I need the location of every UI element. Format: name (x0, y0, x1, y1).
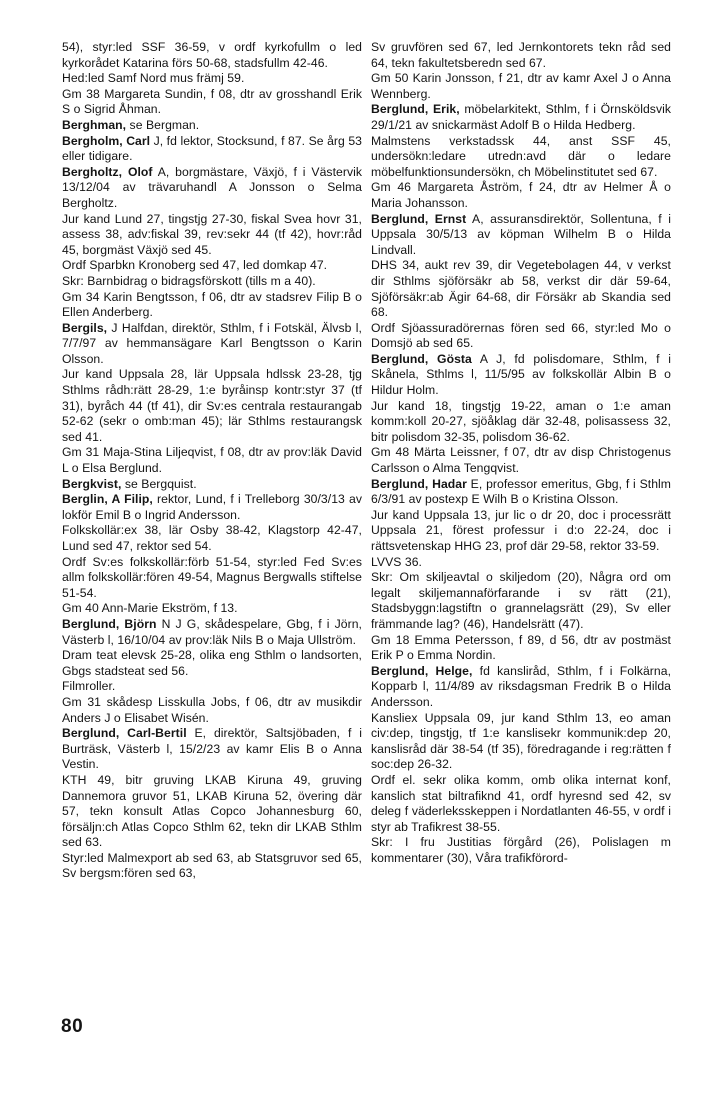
entry-text: fd kansliråd, Sthlm, f i Folkärna, Kopparb l, 11/4/89 av riksdagsman Fredrik B o Hilda Andersson. (371, 663, 672, 709)
biography-entry-paragraph (62, 523, 362, 554)
biography-entry-paragraph (62, 71, 362, 87)
entry-text: rektor, Lund, f i Trelleborg 30/3/13 av lokför Emil B o Ingrid Andersson. (62, 492, 363, 522)
biography-entry-heading (371, 102, 671, 133)
biography-entry-paragraph (371, 633, 671, 664)
biography-entry-paragraph (62, 601, 362, 617)
biography-entry-paragraph (371, 555, 671, 571)
biography-entry-paragraph (62, 274, 362, 290)
entry-name: Bergholtz, Olof (62, 164, 153, 179)
entry-text: Gm 50 Karin Jonsson, f 21, dtr av kamr Axel J o Anna Wennberg. (371, 71, 671, 101)
biography-entry-paragraph (371, 835, 671, 866)
entry-text: KTH 49, bitr gruving LKAB Kiruna 49, gruving Dannemora gruvor 51, LKAB Kiruna 52, övering där 57, tekn konsult Atlas Copco Johannesburg 60, försäljn:ch Atlas Copco Sthlm 62, tekn dir LKAB Sthlm sed 63. (62, 772, 362, 850)
biography-entry-paragraph (371, 773, 671, 835)
biography-entry-paragraph (371, 445, 671, 476)
biography-entry-heading (62, 726, 362, 773)
biography-entry-paragraph (62, 367, 362, 445)
entry-text: Skr: Barnbidrag o bidragsförskott (tills m a 40). (62, 273, 316, 288)
right-column (371, 40, 671, 866)
entry-name: Berghman, (62, 117, 127, 132)
entry-text: Gm 38 Margareta Sundin, f 08, dtr av grosshandl Erik S o Sigrid Åhman. (62, 86, 362, 117)
entry-text: Ordf Sjöassuradörernas fören sed 66, styr:led Mo o Domsjö ab sed 65. (371, 320, 671, 351)
entry-text: Skr: Om skiljeavtal o skiljedom (20), Några ord om legalt skiljemannaförfarande i sv rätt (21), Stadsbyggn:lagstiftn o grannelagsrätt (29), Sv eller främmande lag? (46), Handelsrätt (47). (371, 570, 671, 631)
entry-name: Berglund, Ernst (371, 211, 467, 226)
entry-text: Jur kand Lund 27, tingstjg 27-30, fiskal Svea hovr 31, assess 38, adv:fiskal 39, rev:sekr 44 (tf 42), hovr:råd 45, borgmäst Växjö sed 45. (62, 211, 362, 257)
biography-entry-paragraph (62, 648, 362, 679)
entry-text: Styr:led Malmexport ab sed 63, ab Statsgruvor sed 65, Sv bergsm:fören sed 63, (62, 850, 362, 881)
biography-entry-paragraph (371, 399, 671, 446)
entry-text: se Bergman. (126, 117, 200, 132)
entry-text: Gm 34 Karin Bengtsson, f 06, dtr av stadsrev Filip B o Ellen Anderberg. (62, 289, 362, 320)
biography-entry-paragraph (371, 570, 671, 632)
biography-entry-paragraph (62, 87, 362, 118)
entry-text: Dram teat elevsk 25-28, olika eng Sthlm o landsorten, Gbgs stadsteat sed 56. (62, 648, 362, 678)
page-number: 80 (61, 1016, 84, 1037)
biography-entry-heading (371, 664, 671, 711)
entry-text: Ordf el. sekr olika komm, omb olika internat konf, kanslich stat biltrafiknd 41, ordf hyresnd sed 42, sv deleg f väderleksskeppen i Nordatlanten 46-55, v ordf i styr ab Trafikrest 38-55. (371, 772, 671, 834)
entry-text: Jur kand 18, tingstjg 19-22, aman o 1:e aman komm:koll 20-27, sjöåklag där 32-48, polisassess 32, bitr polisdom 32-35, polisdom 36-62. (371, 398, 671, 444)
entry-text: LVVS 36. (371, 554, 422, 569)
biography-entry-heading (371, 477, 671, 508)
biography-entry-paragraph (62, 290, 362, 321)
entry-text: DHS 34, aukt rev 39, dir Vegetebolagen 44, v verkst dir Sthlms sjöförsäkr ab 58, verkst dir där 59-64, Sjöförsäkr:ab Ägir 64-68, dir Försäkr ab Skandia sed 68. (371, 258, 671, 320)
entry-text: Gm 40 Ann-Marie Ekström, f 13. (62, 601, 238, 616)
biography-entry-paragraph (371, 71, 671, 102)
entry-text: Gm 46 Margareta Åström, f 24, dtr av Helmer Å o Maria Johansson. (371, 180, 671, 210)
entry-text: Ordf Sparbkn Kronoberg sed 47, led domkap 47. (62, 258, 328, 273)
entry-name: Berglund, Carl-Bertil (62, 726, 187, 741)
biography-entry-heading (62, 321, 362, 368)
biography-entry-heading (62, 617, 362, 648)
biography-entry-paragraph (371, 508, 671, 555)
entry-name: Berglund, Erik, (371, 102, 460, 117)
biography-entry-heading (62, 477, 362, 493)
entry-name: Bergils, (62, 320, 108, 335)
biography-entry-heading (371, 352, 671, 399)
entry-name: Berglin, A Filip, (62, 492, 153, 507)
entry-text: Jur kand Uppsala 13, jur lic o dr 20, doc i processrätt Uppsala 21, förest professur i d:o 22-24, doc i rättsvetenskap HHG 23, prof där 29-58, rektor 33-59. (371, 507, 671, 553)
biography-entry-paragraph (62, 258, 362, 274)
entry-text: Sv gruvfören sed 67, led Jernkontorets tekn råd sed 64, tekn fakultetsberedn sed 67. (371, 40, 671, 70)
entry-text: Gm 18 Emma Petersson, f 89, d 56, dtr av postmäst Erik P o Emma Nordin. (371, 632, 671, 663)
entry-text: E, direktör, Saltsjöbaden, f i Burträsk, Västerb l, 15/2/23 av kamr Elis B o Anna Vestin. (62, 726, 362, 772)
entry-name: Bergkvist, (62, 476, 122, 491)
entry-text: N J G, skådespelare, Gbg, f i Jörn, Västerb l, 16/10/04 av prov:läk Nils B o Maja Ullström. (62, 616, 362, 647)
entry-text: Folkskollär:ex 38, lär Osby 38-42, Klagstorp 42-47, Lund sed 47, rektor sed 54. (62, 523, 362, 553)
biography-entry-paragraph (371, 40, 671, 71)
entry-text: Gm 31 skådesp Lisskulla Jobs, f 06, dtr av musikdir Anders J o Elisabet Wisén. (62, 694, 362, 725)
entry-name: Berglund, Hadar (371, 476, 467, 491)
entry-text: A, assuransdirektör, Sollentuna, f i Uppsala 30/5/13 av köpman Wilhelm B o Hilda Lindvall. (371, 211, 671, 257)
entry-text: A, borgmästare, Växjö, f i Västervik 13/12/04 av trävaruhandl A Jonsson o Selma Bergholtz. (62, 164, 362, 210)
biography-entry-paragraph (62, 212, 362, 259)
biography-entry-paragraph (62, 40, 362, 71)
entry-text: J, fd lektor, Stocksund, f 87. Se årg 53 eller tidigare. (62, 133, 363, 164)
biography-entry-paragraph (62, 773, 362, 851)
entry-name: Bergholm, Carl (62, 133, 151, 148)
entry-text: Jur kand Uppsala 28, lär Uppsala hdlssk 23-28, tjg Sthlms rådh:rätt 28-29, 1:e byråinsp kontr:styr 37 (tf 31), byråch 44 (tf 41), dir Sv:es centrala restaurangab 52-62 (sekr o omb:man 45); lär Sthlms restaurangsk sed 41. (62, 367, 362, 444)
biography-entry-paragraph (62, 445, 362, 476)
biography-entry-paragraph (62, 695, 362, 726)
entry-text: Hed:led Samf Nord mus främj 59. (62, 71, 245, 86)
biography-entry-heading (62, 165, 362, 212)
biography-entry-paragraph (62, 555, 362, 602)
entry-text: se Bergquist. (121, 476, 197, 491)
entry-name: Berglund, Björn (62, 616, 157, 631)
biography-entry-paragraph (62, 679, 362, 695)
left-column (62, 40, 362, 882)
entry-text: Ordf Sv:es folkskollär:förb 51-54, styr:led Fed Sv:es allm folkskollär:fören 49-54, Magnus Bergwalls stiftelse 51-54. (62, 554, 362, 600)
entry-text: Filmroller. (62, 679, 116, 694)
entry-text: E, professor emeritus, Gbg, f i Sthlm 6/3/91 av postexp E Wilh B o Kristina Olsson. (371, 476, 671, 507)
biography-entry-heading (62, 118, 362, 134)
biography-entry-paragraph (371, 321, 671, 352)
biography-entry-paragraph (62, 851, 362, 882)
entry-name: Berglund, Gösta (371, 351, 472, 366)
entry-text: A J, fd polisdomare, Sthlm, f i Skånela, Sthlms l, 11/5/95 av folkskollär Albin B o Hildur Holm. (371, 351, 671, 398)
entry-text: Malmstens verkstadssk 44, anst SSF 45, undersökn:ledare utredn:avd där o ledare möbelfunktionsundersökn, ch Möbelinstitutet sed 67. (371, 133, 671, 179)
biography-entry-paragraph (371, 711, 671, 773)
entry-text: Skr: I fru Justitias förgård (26), Polislagen m kommentarer (30), Våra trafikförord- (371, 835, 671, 865)
entry-name: Berglund, Helge, (371, 663, 473, 678)
biography-entry-heading (371, 212, 671, 259)
biography-entry-paragraph (371, 258, 671, 320)
entry-text: 54), styr:led SSF 36-59, v ordf kyrkofullm o led kyrkorådet Katarina förs 50-68, stadsfullm 42-46. (62, 40, 362, 70)
biography-entry-paragraph (371, 180, 671, 211)
biography-entry-heading (62, 492, 362, 523)
entry-text: Gm 48 Märta Leissner, f 07, dtr av disp Christogenus Carlsson o Alma Tengqvist. (371, 445, 671, 476)
entry-text: J Halfdan, direktör, Sthlm, f i Fotskäl, Älvsb l, 7/7/97 av hemmansägare Karl Bengtsson o Karin Olsson. (62, 320, 362, 366)
entry-text: Kansliex Uppsala 09, jur kand Sthlm 13, eo aman civ:dep, tingstjg, tf 1:e kanslisekr kommunik:dep 20, kanslisråd där 38-54 (tf 35), föredragande i reg:rätten f soc:dep 26-32. (371, 710, 671, 772)
entry-text: möbelarkitekt, Sthlm, f i Örnsköldsvik 29/1/21 av snickarmäst Adolf B o Hilda Hedberg. (371, 102, 671, 132)
biography-entry-heading (62, 134, 362, 165)
biography-entry-paragraph (371, 134, 671, 181)
entry-text: Gm 31 Maja-Stina Liljeqvist, f 08, dtr av prov:läk David L o Elsa Berglund. (62, 445, 362, 476)
